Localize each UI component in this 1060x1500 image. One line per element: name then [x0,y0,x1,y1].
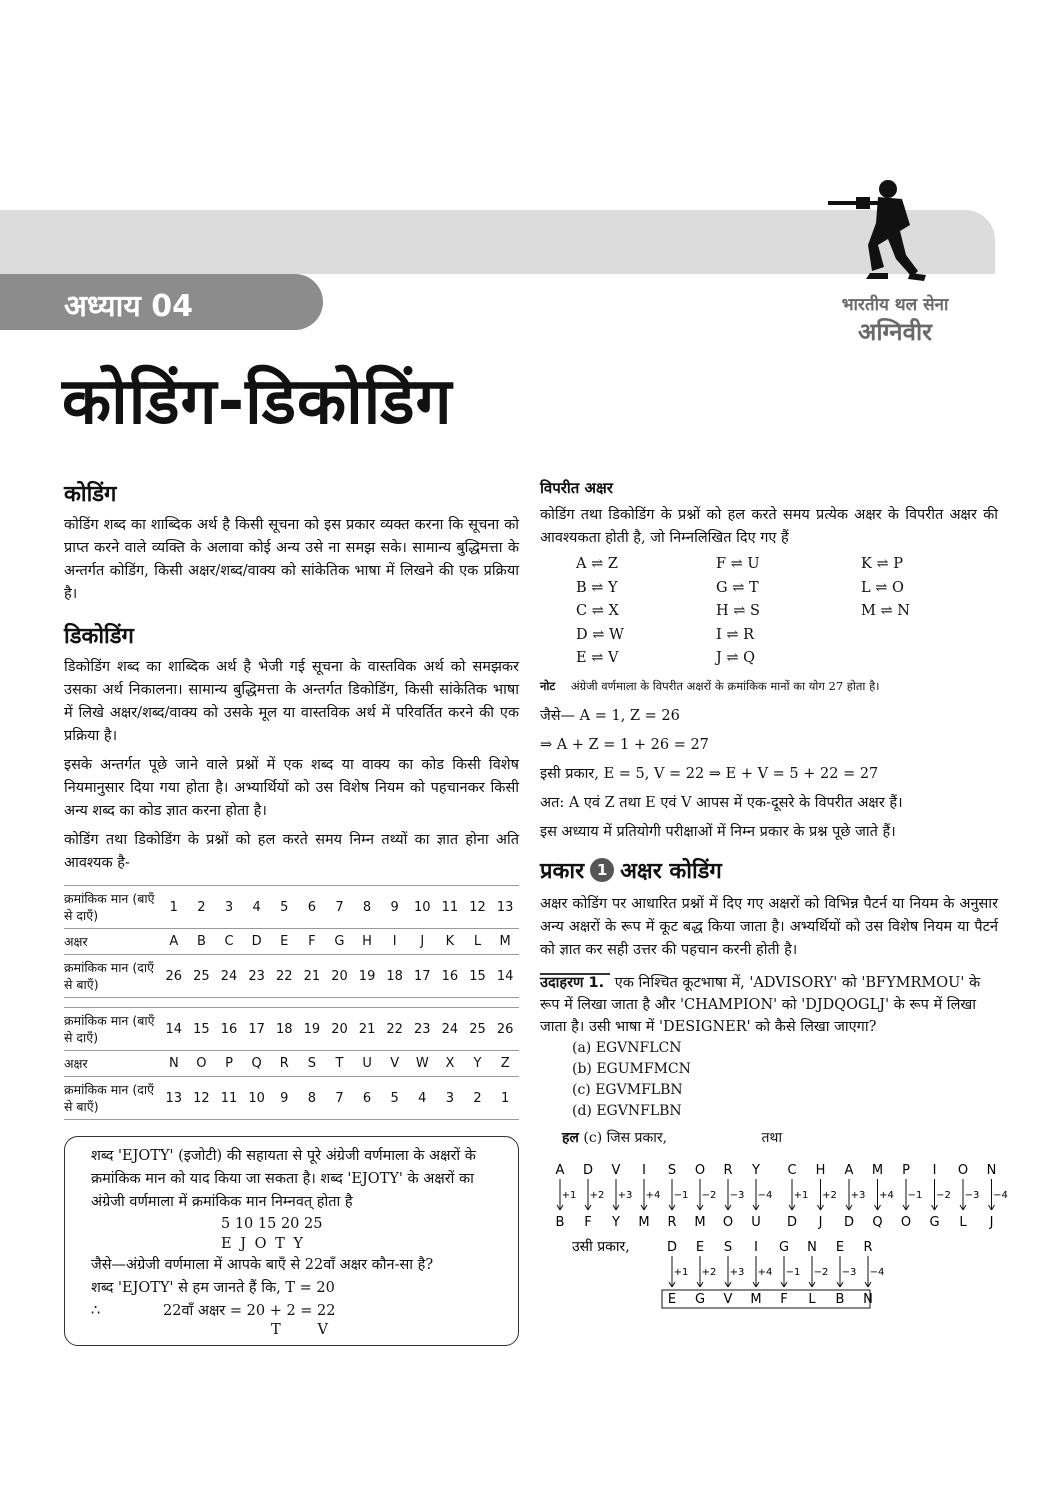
table-cell: 16 [215,1008,243,1051]
table-cell: E [270,929,298,955]
table-cell: 21 [298,955,326,998]
diagram-op: +4 [757,1266,773,1278]
type-title: अक्षर कोडिंग [620,858,722,884]
reverse-pair: M ⇌ N [861,603,910,619]
diagram-bottom-letter: R [667,1214,677,1230]
table-cell: F [298,929,326,955]
diagram-bottom-letter: D [786,1214,798,1230]
table-cell: 9 [381,886,409,929]
example [540,972,998,1038]
diagram-top-letter: E [695,1239,705,1255]
coding-heading: कोडिंग [64,482,117,507]
diagram-top-letter: A [844,1162,854,1178]
type-word: प्रकार [540,858,585,884]
table-cell: 2 [188,886,216,929]
diagram-op: +4 [879,1189,894,1201]
diagram-top-letter: R [723,1162,733,1178]
diagram-op: −2 [813,1266,829,1278]
table-cell: 22 [381,1008,409,1051]
table-cell: O [188,1051,216,1077]
diagram-op: +1 [673,1266,689,1278]
table-cell: 11 [215,1077,243,1120]
table-cell: G [326,929,354,955]
table-cell: 17 [408,955,436,998]
reverse-pair: D ⇌ W [576,626,624,643]
table-cell: B [188,929,216,955]
eq1: जैसे— A = 1, Z = 26 [540,707,680,724]
table-cell: H [353,929,381,955]
table-cell: 19 [353,955,381,998]
table-cell: 24 [436,1008,464,1051]
reverse-pair: G ⇌ T [716,579,759,596]
diagram-bottom-letter: L [808,1291,816,1307]
box-calc-sub: T V [271,1322,329,1338]
diagram-bottom-letter: J [989,1214,994,1230]
diagram-bottom-letter: B [835,1291,845,1307]
table-cell: 13 [160,1077,188,1120]
type-number: 1 [590,858,614,882]
box-know: शब्द 'EJOTY' से हम जानते हैं कि, T = 20 [91,1280,335,1296]
eq4: अत: A एवं Z तथा E एवं V आपस में एक-दूसरे के विपरीत अक्षर हैं। [540,794,903,811]
table-cell: 24 [215,955,243,998]
diagram-bottom-letter: B [555,1214,565,1230]
para4: कोडिंग तथा डिकोडिंग के प्रश्नों को हल करते समय निम्न तथ्यों का ज्ञात होना अति आवश्यक है- [64,832,519,871]
table-cell: 22 [270,955,298,998]
table-cell: X [436,1051,464,1077]
reverse-pair: B ⇌ Y [576,579,618,596]
para3: इसके अन्तर्गत पूछे जाने वाले प्रश्नों में एक शब्द या वाक्य का कोड किसी विशेष नियमानुसार दिया गया होता है। अभ्यार्थियों को उस विशेष नियम को पहचानकर किसी अन्य शब्द का कोड ज्ञात करना होता है। [64,757,519,819]
diagram-top-letter: I [642,1162,646,1178]
ordinal-table [64,885,519,1120]
table-cell: 4 [408,1077,436,1120]
diagram-top-letter: O [694,1162,706,1178]
eq5: इस अध्याय में प्रतियोगी परीक्षाओं में निम्न प्रकार के प्रश्न पूछे जाते हैं। [540,823,896,840]
reverse-pair [861,627,1001,650]
table-cell: T [326,1051,354,1077]
table-cell: 5 [381,1077,409,1120]
diagram-op: −4 [869,1266,885,1278]
reverse-pair: J ⇌ Q [716,650,756,666]
decoding-heading: डिकोडिंग [64,624,134,649]
table-cell: 25 [188,955,216,998]
soldier-icon [826,175,946,285]
table-cell: V [381,1051,409,1077]
reverse-pair: K ⇌ P [861,556,903,572]
table-cell: 4 [243,886,271,929]
table-cell: 17 [243,1008,271,1051]
diagram-bottom-letter: M [638,1214,650,1230]
diagram-top-letter: I [932,1162,937,1178]
diagram-op: +2 [701,1266,717,1278]
reverse-heading: विपरीत अक्षर [540,479,613,497]
right-column [540,478,1008,1317]
table-cell: M [491,929,519,955]
option-item: (a) EGVNFLCN [572,1039,682,1056]
table-cell: 16 [436,955,464,998]
table-cell: J [408,929,436,955]
option-item: (c) EGVMFLBN [572,1081,683,1098]
note-label: नोट [540,678,556,693]
diagram-top-letter: R [863,1239,873,1255]
diagram-top-letter: D [582,1162,594,1178]
example-text: एक निश्चित कूटभाषा में, 'ADVISORY' को 'BFYMRMOU' के रूप में लिखा जाता है और 'CHAMPION' को 'DJDQOGLJ' के रूप में लिखा जाता है। उसी भाषा में 'DESIGNER' को कैसे लिखा जाएगा? [540,974,981,1035]
diagram-top-letter: C [787,1162,797,1178]
table-cell: 8 [353,886,381,929]
diagram-op: +3 [617,1189,633,1201]
tatha-text: तथा [761,1129,783,1146]
reverse-text: कोडिंग तथा डिकोडिंग के प्रश्नों को हल करते समय प्रत्येक अक्षर के विपरीत अक्षर की आवश्यकता होती है, जो निम्नलिखित दिए गए हैं [540,507,998,546]
table-cell: 23 [243,955,271,998]
reverse-pair: A ⇌ Z [576,556,618,572]
table-cell: 21 [353,1008,381,1051]
diagram-bottom-letter: N [863,1291,873,1307]
diagram-op: +1 [561,1189,577,1201]
diagram-op: −1 [907,1189,923,1201]
brand-line2: अग्निवीर [858,318,932,346]
box-line1: शब्द 'EJOTY' (इजोटी) की सहायता से पूरे अंग्रेजी वर्णमाला के अक्षरों के क्रमांकिक मान को याद किया जा सकता है। शब्द 'EJOTY' के अक्षरों का अंग्रेजी वर्णमाला में क्रमांकिक मान निम्नवत् होता है [91,1148,476,1210]
table-cell: I [381,929,409,955]
solution-label: हल [562,1129,579,1146]
page-title: कोडिंग-डिकोडिंग [62,365,453,439]
option-item: (d) EGVNFLBN [572,1102,682,1119]
table-cell: 7 [326,1077,354,1120]
diagram-op: +3 [850,1189,866,1201]
reverse-pair: E ⇌ V [576,650,619,666]
diagram-top-letter: P [902,1162,910,1178]
diagram-bottom-letter: Y [612,1214,620,1230]
diagram-top-letter: S [667,1162,677,1178]
diagram-top-letter: M [871,1162,884,1178]
box-letters: E J O T Y [221,1236,305,1252]
diagram-op: −2 [701,1189,717,1201]
chapter-label: अध्याय 04 [0,274,323,330]
table-row-label: क्रमांकिक मान (दाएँ से बाएँ) [64,955,160,998]
diagram-bottom-letter: D [843,1214,855,1230]
table-row-label: क्रमांकिक मान (बाएँ से दाएँ) [64,1008,160,1051]
diagram-op: −1 [785,1266,801,1278]
table-cell: U [353,1051,381,1077]
table-cell: Q [243,1051,271,1077]
box-question: जैसे—अंग्रेजी वर्णमाला में आपके बाएँ से 22वाँ अक्षर कौन-सा है? [91,1257,434,1273]
diagram-op: +2 [822,1189,837,1201]
table-cell: 14 [160,1008,188,1051]
table-cell: 13 [491,886,519,929]
table-cell: 9 [270,1077,298,1120]
coding-text: कोडिंग शब्द का शाब्दिक अर्थ है किसी सूचना को इस प्रकार व्यक्त करना कि सूचना को प्राप्त करने वाले व्यक्ति के अलावा कोई अन्य उसे ना समझ सके। सामान्य बुद्धिमत्ता के अन्तर्गत कोडिंग, किसी अक्षर/शब्द/वाक्य को सांकेतिक भाषा में लिखने की एक प्रक्रिया है। [64,517,519,602]
reverse-pair: L ⇌ O [861,579,904,596]
coding-diagrams [540,1147,1008,1317]
diagram-bottom-letter: F [780,1291,788,1307]
table-cell: 25 [464,1008,492,1051]
table-cell: 7 [326,886,354,929]
table-cell: 2 [464,1077,492,1120]
reverse-pair: I ⇌ R [716,626,755,643]
diagram-top-letter: N [986,1162,997,1178]
solution-text: (c) जिस प्रकार, [583,1129,668,1146]
diagram-op: +4 [645,1189,661,1201]
note [540,679,998,694]
therefore-symbol: ∴ [91,1303,101,1319]
reverse-pairs-grid [576,556,998,673]
box-calc: 22वाँ अक्षर = 20 + 2 = 22 [163,1303,336,1319]
diagram-bottom-letter: L [959,1214,967,1230]
table-row-label: क्रमांकिक मान (बाएँ से दाएँ) [64,886,160,929]
diagram-op: −2 [936,1189,951,1201]
table-cell: Z [491,1051,519,1077]
table-cell: 26 [491,1008,519,1051]
table-cell: R [270,1051,298,1077]
table-cell: 15 [188,1008,216,1051]
diagram-top-letter: G [778,1239,790,1255]
table-row-label: क्रमांकिक मान (दाएँ से बाएँ) [64,1077,160,1120]
diagram-bottom-letter: G [694,1291,706,1307]
diagram-top-letter: E [835,1239,845,1255]
brand-line1: भारतीय थल सेना [841,295,949,315]
table-cell: 10 [408,886,436,929]
diagram-top-letter: V [611,1162,621,1178]
table-cell: 18 [270,1008,298,1051]
table-cell: C [215,929,243,955]
diagram-bottom-letter: M [694,1214,706,1230]
reverse-pair: H ⇌ S [716,603,760,619]
table-row-label: अक्षर [64,929,160,955]
diagram-bottom-letter: J [818,1214,823,1230]
table-cell: 23 [408,1008,436,1051]
diagram-bottom-letter: G [929,1214,940,1230]
diagram-bottom-letter: V [723,1291,733,1307]
diagram-top-letter: H [815,1162,826,1178]
table-cell: 12 [464,886,492,929]
table-cell: 20 [326,955,354,998]
reverse-pair [861,650,1001,673]
reverse-pair: F ⇌ U [716,556,760,572]
ejoty-box [64,1136,519,1346]
example-label: उदाहरण 1. [540,973,610,991]
diagram-op: +3 [729,1266,745,1278]
diagram-op: −1 [673,1189,689,1201]
table-cell: 26 [160,955,188,998]
table-cell: 6 [298,886,326,929]
diagram-bottom-letter: E [667,1291,677,1307]
solution-line [562,1128,998,1147]
diagram-op: +2 [589,1189,605,1201]
diagram-top-letter: Y [752,1162,760,1178]
type-heading [540,855,998,885]
table-cell: 1 [160,886,188,929]
table-cell: A [160,929,188,955]
table-cell: 3 [436,1077,464,1120]
diagram-bottom-letter: O [900,1214,912,1230]
diagram-bottom-letter: O [722,1214,734,1230]
table-cell: 11 [436,886,464,929]
table-cell: 12 [188,1077,216,1120]
diagram-top-letter: O [957,1162,969,1178]
diagram-top-letter: A [555,1162,565,1178]
table-cell: 5 [270,886,298,929]
table-row-label: अक्षर [64,1051,160,1077]
diagram-op: −3 [729,1189,745,1201]
note-text: अंग्रेजी वर्णमाला के विपरीत अक्षरों के क्रमांकिक मानों का योग 27 होता है। [570,678,880,693]
table-cell: D [243,929,271,955]
table-cell: L [464,929,492,955]
reverse-pair: C ⇌ X [576,603,619,619]
usi-prakar-text: उसी प्रकार, [572,1238,630,1255]
eq3: इसी प्रकार, E = 5, V = 22 ⇒ E + V = 5 + 22 = 27 [540,765,879,782]
diagram-op: +1 [793,1189,809,1201]
table-cell: 20 [326,1008,354,1051]
option-item: (b) EGUMFMCN [572,1060,691,1077]
table-cell: 3 [215,886,243,929]
type-text: अक्षर कोडिंग पर आधारित प्रश्नों में दिए गए अक्षरों को विभिन्न पैटर्न या नियम के अनुसार अन्य अक्षरों के रूप में कूट बद्ध किया जाता है। अभ्यर्थियों को उस विशेष नियम या पैटर्न को ज्ञात कर सही उत्तर की पहचान करनी होती है। [540,895,998,958]
diagram-bottom-letter: M [750,1291,762,1307]
table-cell: S [298,1051,326,1077]
table-cell: 18 [381,955,409,998]
box-numbers: 5 10 15 20 25 [221,1216,323,1232]
table-cell: 19 [298,1008,326,1051]
table-cell: 8 [298,1077,326,1120]
table-cell: 14 [491,955,519,998]
diagram-top-letter: N [807,1239,817,1255]
table-cell: 15 [464,955,492,998]
table-cell: N [160,1051,188,1077]
table-cell: 6 [353,1077,381,1120]
diagram-bottom-letter: Q [872,1214,883,1230]
diagram-top-letter: D [666,1239,678,1255]
decoding-text: डिकोडिंग शब्द का शाब्दिक अर्थ है भेजी गई सूचना के वास्तविक अर्थ को समझकर उसका अर्थ निकालना। सामान्य बुद्धिमत्ता के अन्तर्गत डिकोडिंग, किसी सांकेतिक भाषा में लिखे अक्षर/शब्द/वाक्य को उसके मूल या वास्तविक अर्थ में परिवर्तित करने की एक प्रक्रिया है। [64,659,519,744]
options-list [572,1038,998,1122]
table-cell: W [408,1051,436,1077]
diagram-op: −3 [841,1266,857,1278]
eq2: ⇒ A + Z = 1 + 26 = 27 [540,736,709,753]
table-cell: P [215,1051,243,1077]
diagram-op: −3 [964,1189,980,1201]
diagram-op: −4 [757,1189,773,1201]
diagram-op: −4 [993,1189,1008,1201]
table-cell: 1 [491,1077,519,1120]
table-cell: K [436,929,464,955]
diagram-bottom-letter: F [584,1214,592,1230]
diagram-top-letter: I [754,1239,758,1255]
table-cell: Y [464,1051,492,1077]
table-cell: 10 [243,1077,271,1120]
diagram-top-letter: S [723,1239,733,1255]
left-column [64,478,519,1346]
diagram-bottom-letter: U [751,1214,761,1230]
